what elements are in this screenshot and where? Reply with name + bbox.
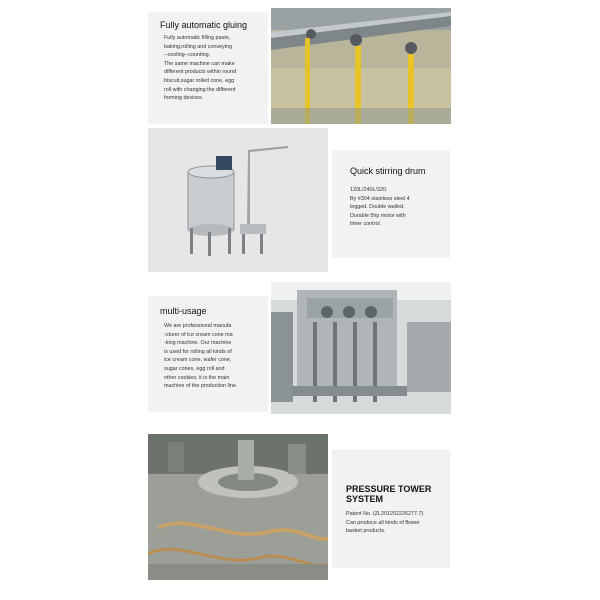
- section-4-title: PRESSURE TOWER SYSTEM: [346, 484, 432, 504]
- section-2-body: 120L/240L/320. By #304 stainless steel 4 legged. Double walled. Durable 5hp motor with timer control.: [350, 187, 410, 228]
- section-1-title: Fully automatic gluing: [160, 20, 248, 30]
- section-2-title: Quick stirring drum: [350, 166, 426, 176]
- section-4-body: Patent No. (ZL201202226277.7) Can produce all kinds of flower basket products.: [346, 511, 424, 535]
- section-3-title: multi-usage: [160, 306, 207, 316]
- section-3-body: We are professional manufa -cturer of ice cream cone ma -king machine. Our machine is used for rolling all kinds of ice cream cone, wafer cone, sugar cones, egg roll and other cookies; it is the main machine of the production line.: [164, 323, 238, 390]
- pressure-tower-photo: [148, 434, 328, 580]
- section-1-body: Fully automatic filling paste, baking,rolling and conveying --cooling--counting. The same machine can make different products within round biscuit,sugar rolled cone, egg roll with changing the different forming devices.: [164, 35, 237, 102]
- cone-machine-photo: [271, 282, 451, 414]
- gluing-photo: [271, 8, 451, 124]
- stirring-drum-photo: [148, 128, 328, 272]
- section-4-text-panel: [332, 450, 450, 568]
